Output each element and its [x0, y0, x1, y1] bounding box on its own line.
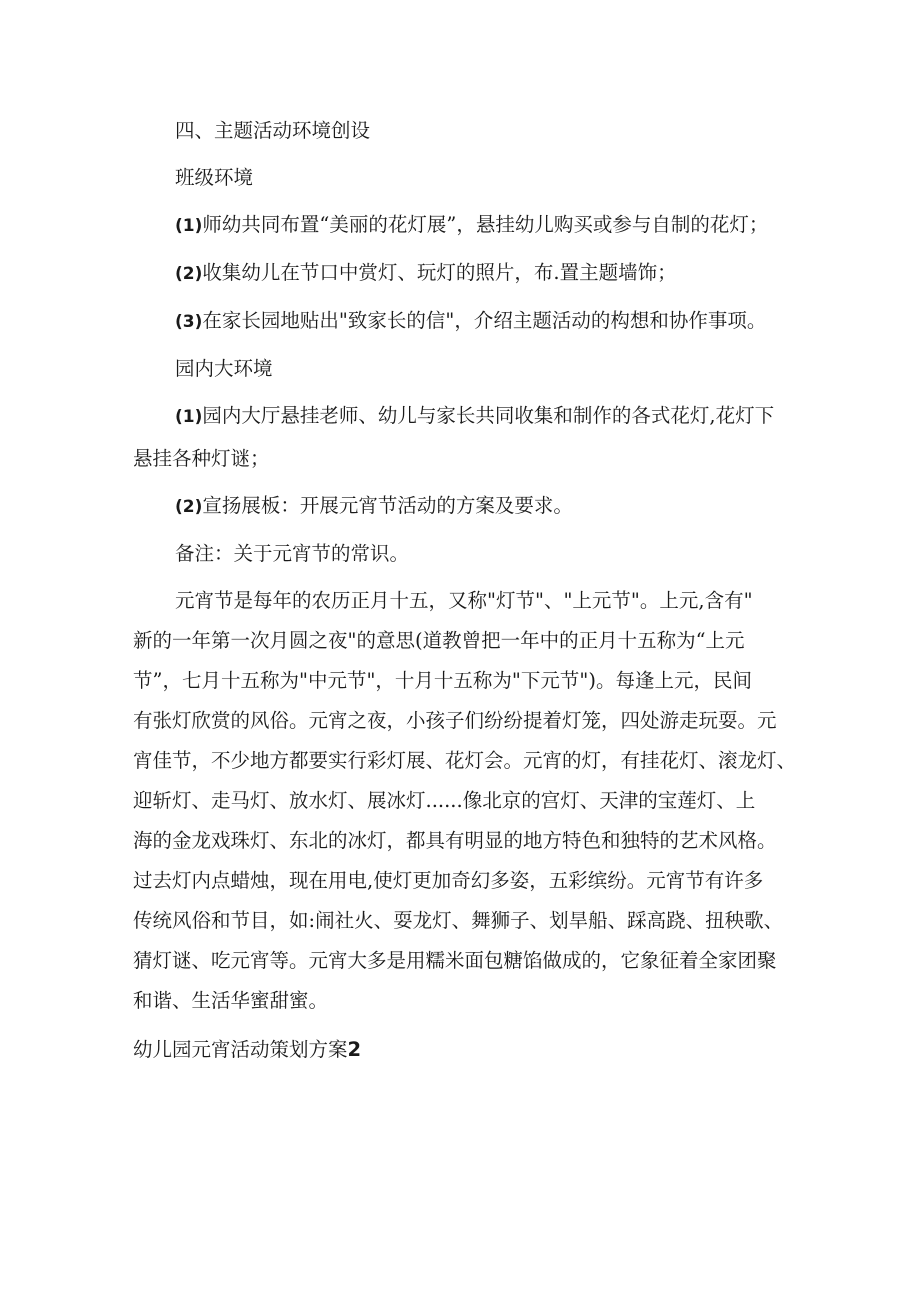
- knowledge-line: 迎斩灯、走马灯、放水灯、展冰灯......像北京的宫灯、天津的宝莲灯、上: [133, 789, 756, 812]
- knowledge-line: 和谐、生活华蜜甜蜜。: [133, 989, 329, 1012]
- knowledge-line: 猜灯谜、吃元宵等。元宵大多是用糯米面包糖馅做成的，它象征着全家团聚: [133, 949, 777, 972]
- park-env-item-1-line-2: 悬挂各种灯谜；: [133, 447, 270, 470]
- park-env-item-1-line-1: [133, 399, 798, 434]
- class-env-item-2: [133, 256, 798, 291]
- item-number: (2): [175, 264, 203, 284]
- class-env-item-3: [133, 304, 798, 339]
- item-text: 收集幼儿在节口中赏灯、玩灯的照片，布.置主题墙饰；: [202, 261, 677, 284]
- next-plan-title-text: 幼儿园元宵活动策划方案: [133, 1038, 348, 1061]
- next-plan-title: [133, 1033, 798, 1067]
- section-heading: 四、主题活动环境创设: [175, 119, 371, 142]
- knowledge-line: 过去灯内点蜡烛，现在用电,使灯更加奇幻多姿，五彩缤纷。元宵节有许多: [133, 869, 764, 892]
- item-number: (2): [175, 497, 203, 517]
- knowledge-line: 新的一年第一次月圆之夜"的意思(道教曾把一年中的正月十五称为“上元: [133, 629, 745, 652]
- document-content: [133, 114, 798, 1067]
- park-env-heading: 园内大环境: [175, 357, 273, 380]
- item-number: (1): [175, 216, 203, 236]
- item-text: 宣扬展板：开展元宵节活动的方案及要求。: [202, 494, 573, 517]
- knowledge-line: 宵佳节，不少地方都要实行彩灯展、花灯会。元宵的灯，有挂花灯、滚龙灯、: [133, 749, 797, 772]
- park-env-item-2: [133, 489, 798, 524]
- knowledge-line: 元宵节是每年的农历正月十五，又称"灯节"、"上元节"。上元,含有": [175, 589, 753, 612]
- note-line: 备注：关于元宵节的常识。: [175, 542, 410, 565]
- class-env-heading: 班级环境: [175, 166, 254, 189]
- item-text: 在家长园地贴出"致家长的信"，介绍主题活动的构想和协作事项。: [202, 309, 767, 332]
- item-text: 师幼共同布置“美丽的花灯展”，悬挂幼儿购买或参与自制的花灯；: [202, 213, 769, 236]
- knowledge-line: 传统风俗和节目，如:闹社火、耍龙灯、舞狮子、划旱船、踩高跷、扭秧歌、: [133, 909, 784, 932]
- knowledge-line: 海的金龙戏珠灯、东北的冰灯，都具有明显的地方特色和独特的艺术风格。: [133, 829, 777, 852]
- item-text: 园内大厅悬挂老师、幼儿与家长共同收集和制作的各式花灯,花灯下: [202, 404, 775, 427]
- class-env-item-1: [133, 208, 798, 243]
- next-plan-title-number: 2: [347, 1038, 362, 1061]
- knowledge-paragraph: [133, 581, 798, 1021]
- knowledge-line: 节”，七月十五称为"中元节"，十月十五称为"下元节")。每逢上元，民间: [133, 669, 752, 692]
- knowledge-line: 有张灯欣赏的风俗。元宵之夜，小孩子们纷纷提着灯笼，四处游走玩耍。元: [133, 709, 777, 732]
- item-number: (1): [175, 407, 203, 427]
- item-number: (3): [175, 312, 203, 332]
